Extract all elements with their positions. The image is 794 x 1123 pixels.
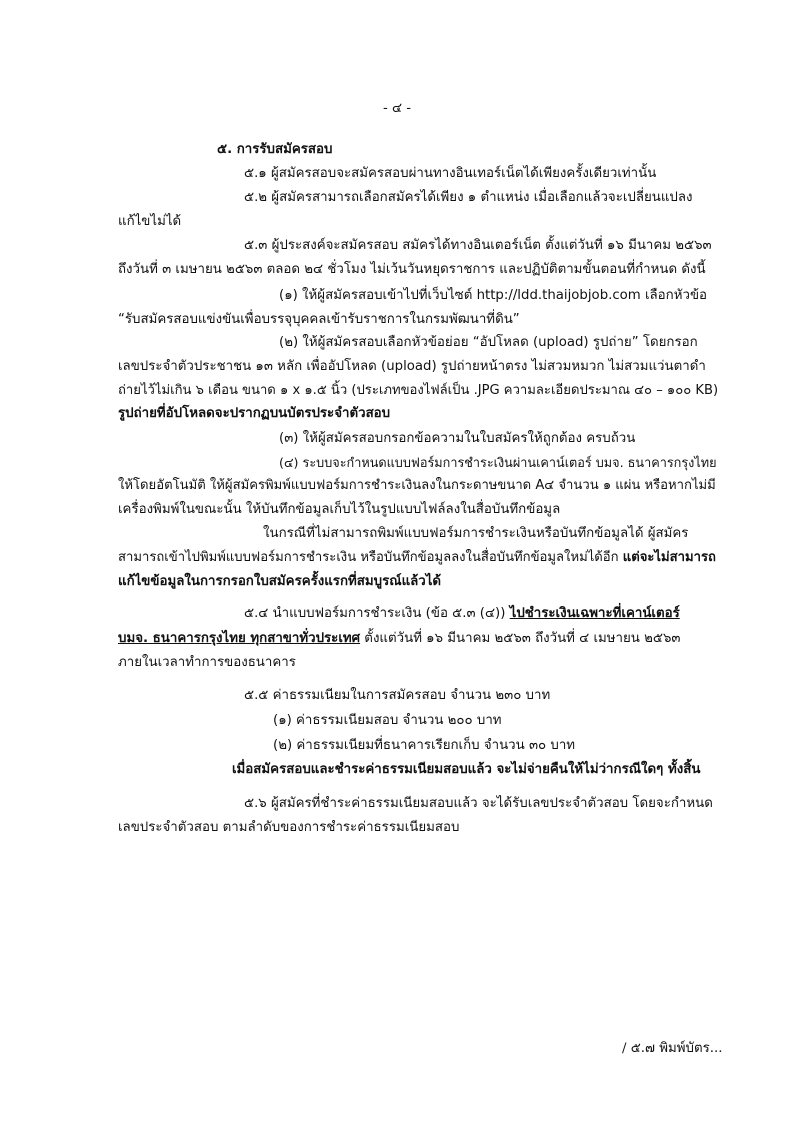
item-5-5-fee-1: (๑) ค่าธรรมเนียมสอบ จำนวน ๒๐๐ บาท: [273, 713, 502, 728]
section-heading: ๕. การรับสมัครสอบ: [217, 142, 333, 157]
item-5-4-dates: ตั้งแต่วันที่ ๑๖ มีนาคม ๒๕๖๓ ถึงวันที่ ๔ เมษายน ๒๕๖๓: [360, 631, 681, 646]
step-4-line-5-text: สามารถเข้าไปพิมพ์แบบฟอร์มการชำระเงิน หรือบันทึกข้อมูลลงในสื่อบันทึกข้อมูลใหม่ได้อีก: [118, 550, 623, 565]
item-5-6-line-2: เลขประจำตัวสอบ ตามลำดับของการชำระค่าธรรมเนียมสอบ: [118, 820, 460, 835]
item-5-4-line-2: [118, 630, 680, 648]
item-5-2-line-1: ๕.๒ ผู้สมัครสามารถเลือกสมัครได้เพียง ๑ ตำแหน่ง เมื่อเลือกแล้วจะเปลี่ยนแปลง: [244, 190, 693, 205]
page-number: - ๔ -: [382, 101, 412, 116]
step-2-line-3: ถ่ายไว้ไม่เกิน ๖ เดือน ขนาด ๑ x ๑.๕ นิ้ว (ประเภทของไฟล์เป็น .JPG ความละเอียดประมาณ ๔๐ – ๑๐๐ KB): [118, 383, 719, 398]
step-2-line-1: (๒) ให้ผู้สมัครสอบเลือกหัวข้อย่อย “อัปโหลด (upload) รูปถ่าย” โดยกรอก: [279, 335, 698, 350]
item-5-3-line-2: ถึงวันที่ ๓ เมษายน ๒๕๖๓ ตลอด ๒๔ ชั่วโมง ไม่เว้นวันหยุดราชการ และปฏิบัติตามขั้นตอนที่กำหนด ดังนี้: [118, 262, 706, 277]
step-4-line-3: เครื่องพิมพ์ในขณะนั้น ให้บันทึกข้อมูลเก็บไว้ในรูปแบบไฟล์ลงในสื่อบันทึกข้อมูล: [118, 502, 561, 517]
step-3: (๓) ให้ผู้สมัครสอบกรอกข้อความในใบสมัครให้ถูกต้อง ครบถ้วน: [279, 431, 636, 446]
step-4-line-1: (๔) ระบบจะกำหนดแบบฟอร์มการชำระเงินผ่านเคาน์เตอร์ บมจ. ธนาคารกรุงไทย: [279, 455, 717, 470]
step-4-line-4: ในกรณีที่ไม่สามารถพิมพ์แบบฟอร์มการชำระเงินหรือบันทึกข้อมูลได้ ผู้สมัคร: [263, 526, 689, 541]
item-5-3-line-1: ๕.๓ ผู้ประสงค์จะสมัครสอบ สมัครได้ทางอินเตอร์เน็ต ตั้งแต่วันที่ ๑๖ มีนาคม ๒๕๖๓: [244, 238, 712, 253]
step-4-line-5-bold: แต่จะไม่สามารถ: [622, 550, 716, 565]
item-5-4-bank-emphasis: บมจ. ธนาคารกรุงไทย ทุกสาขาทั่วประเทศ: [118, 631, 361, 646]
item-5-4-line-3: ภายในเวลาทำการของธนาคาร: [118, 655, 296, 670]
step-1-line-2: “รับสมัครสอบแข่งขันเพื่อบรรจุบุคคลเข้ารับราชการในกรมพัฒนาที่ดิน”: [118, 312, 520, 327]
item-5-5: ๕.๕ ค่าธรรมเนียมในการสมัครสอบ จำนวน ๒๓๐ บาท: [244, 688, 551, 703]
step-4-line-6: แก้ไขข้อมูลในการกรอกใบสมัครครั้งแรกที่สมบูรณ์แล้วได้: [118, 574, 442, 589]
step-2-line-2: เลขประจำตัวประชาชน ๑๓ หลัก เพื่ออัปโหลด (upload) รูปถ่ายหน้าตรง ไม่สวมหมวก ไม่สวมแว่นตาดำ: [118, 359, 706, 374]
step-2-line-4: รูปถ่ายที่อัปโหลดจะปรากฏบนบัตรประจำตัวสอบ: [118, 406, 391, 421]
item-5-1: ๕.๑ ผู้สมัครสอบจะสมัครสอบผ่านทางอินเทอร์เน็ตได้เพียงครั้งเดียวเท่านั้น: [244, 166, 657, 181]
continuation-footer: / ๕.๗ พิมพ์บัตร...: [622, 1041, 723, 1056]
step-4-line-2: ให้โดยอัตโนมัติ ให้ผู้สมัครพิมพ์แบบฟอร์มการชำระเงินลงในกระดาษขนาด A๔ จำนวน ๑ แผ่น หรือหากไม่มี: [118, 478, 716, 493]
step-4-line-5: [118, 549, 716, 567]
item-5-4-text: ๕.๔ นำแบบฟอร์มการชำระเงิน (ข้อ ๕.๓ (๔)): [244, 606, 510, 621]
item-5-5-fee-2: (๒) ค่าธรรมเนียมที่ธนาคารเรียกเก็บ จำนวน ๓๐ บาท: [273, 738, 576, 753]
item-5-4-emphasis: ไปชำระเงินเฉพาะที่เคาน์เตอร์: [509, 606, 680, 621]
step-1-line-1: (๑) ให้ผู้สมัครสอบเข้าไปที่เว็บไซต์ http://ldd.thaijobjob.com เลือกหัวข้อ: [279, 288, 708, 303]
item-5-5-note: เมื่อสมัครสอบและชำระค่าธรรมเนียมสอบแล้ว จะไม่จ่ายคืนให้ไม่ว่ากรณีใดๆ ทั้งสิ้น: [232, 762, 701, 777]
item-5-2-line-2: แก้ไขไม่ได้: [118, 214, 182, 229]
item-5-4-line-1: [244, 605, 680, 623]
item-5-6-line-1: ๕.๖ ผู้สมัครที่ชำระค่าธรรมเนียมสอบแล้ว จะได้รับเลขประจำตัวสอบ โดยจะกำหนด: [244, 796, 713, 811]
